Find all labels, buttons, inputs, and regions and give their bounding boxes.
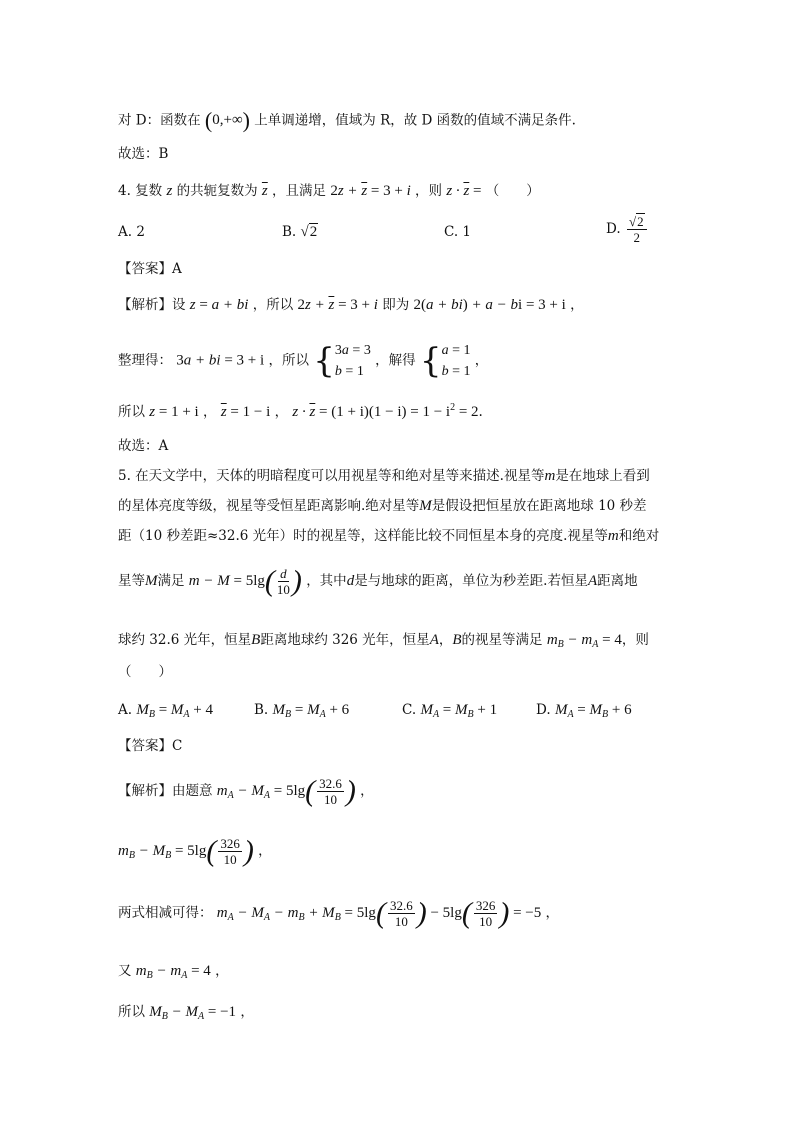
question-5-line-3: 距（10 秒差距≈32.6 光年）时的视星等，这样能比较不同恒星本身的亮度.视星等m和绝对 [118, 528, 660, 544]
interval-expression: (0,+∞) [204, 108, 250, 133]
option-b-5: B. $M_B = M_A + 6$ [254, 702, 350, 720]
equation: $2z + \overline{z} = 3 + i$ [330, 183, 411, 199]
explanation-5-line-3: 两式相减可得： $m_A - M_A - m_B + M_B = 5\lg$( $\frac{32.6}{10}$ ) − 5lg( $\frac{326}{10}$ ) = −5 ， [118, 896, 560, 930]
select-a-4: 故选：A [118, 438, 169, 454]
explanation-5-line-2: $m_B - M_B = 5\lg$( $\frac{326}{10}$ ) ， [118, 834, 272, 868]
answer-5: 【答案】C [118, 738, 183, 754]
explanation-5-line-4: 又 $m_B - m_A = 4$ ， [118, 963, 229, 981]
question-4: 4. 复数 z 的共轭复数为 $\overline{z}$ ，且满足 $2z + \overline{z} = 3 + i$ ，则 $z \cdot \overline{z}$ = （ ） [118, 183, 540, 199]
answer-4: 【答案】A [118, 261, 182, 277]
explanation-4: 【解析】设 z = a + bi ，所以 $2z + \overline{z} = 3 + i$ 即为 2(a + bi) + a − bi = 3 + i ， [118, 297, 584, 313]
text-line-1: 对 D：函数在 (0,+∞) 上单调递增，值域为 R，故 D 函数的值域不满足条件. [118, 108, 576, 133]
question-5-line-1: 5. 在天文学中，天体的明暗程度可以用视星等和绝对星等来描述.视星等m是在地球上看到 [118, 468, 650, 484]
option-a-5: A. $M_B = M_A + 4$ [118, 702, 213, 720]
question-5-line-6: （ ） [118, 664, 172, 680]
option-c-5: C. $M_A = M_B + 1$ [402, 702, 498, 720]
question-5-line-5: 球约 32.6 光年，恒星B距离地球约 326 光年，恒星A，B的视星等满足 $m_B - m_A = 4$，则 [118, 632, 649, 650]
option-a: A. 2 [118, 224, 145, 240]
option-d-5: D. $M_A = M_B + 6$ [536, 702, 632, 720]
explanation-5-line-1: 【解析】由题意 $m_A - M_A = 5\lg$( $\frac{32.6}{10}$ ) ， [118, 774, 374, 808]
organize-line: 整理得： 3a + bi = 3 + i ，所以 { 3a = 3 b = 1 ，解得 { a = 1 b = 1 ， [118, 341, 489, 381]
option-b: B. √2 [282, 224, 318, 240]
option-d: D. $\frac{√2}{2}$ [606, 214, 649, 245]
option-c: C. 1 [444, 224, 472, 240]
explanation-5-line-5: 所以 $M_B - M_A = -1$ ， [118, 1004, 254, 1022]
result-line: 所以 z = 1 + i ， $\overline{z} = 1 - i$ ， $z \cdot \overline{z} = (1 + i)(1 - i) = 1 - i^2 = 2$. [118, 402, 483, 420]
question-5-line-4: 星等M满足 m − M = 5lg( $\frac{d}{10}$ ) ，其中d是与地球的距离，单位为秒差距.若恒星A距离地 [118, 564, 638, 598]
text-line-select-b: 故选：B [118, 146, 169, 162]
question-5-line-2: 的星体亮度等级，视星等受恒星距离影响.绝对星等M是假设把恒星放在距离地球 10 秒差 [118, 498, 647, 514]
